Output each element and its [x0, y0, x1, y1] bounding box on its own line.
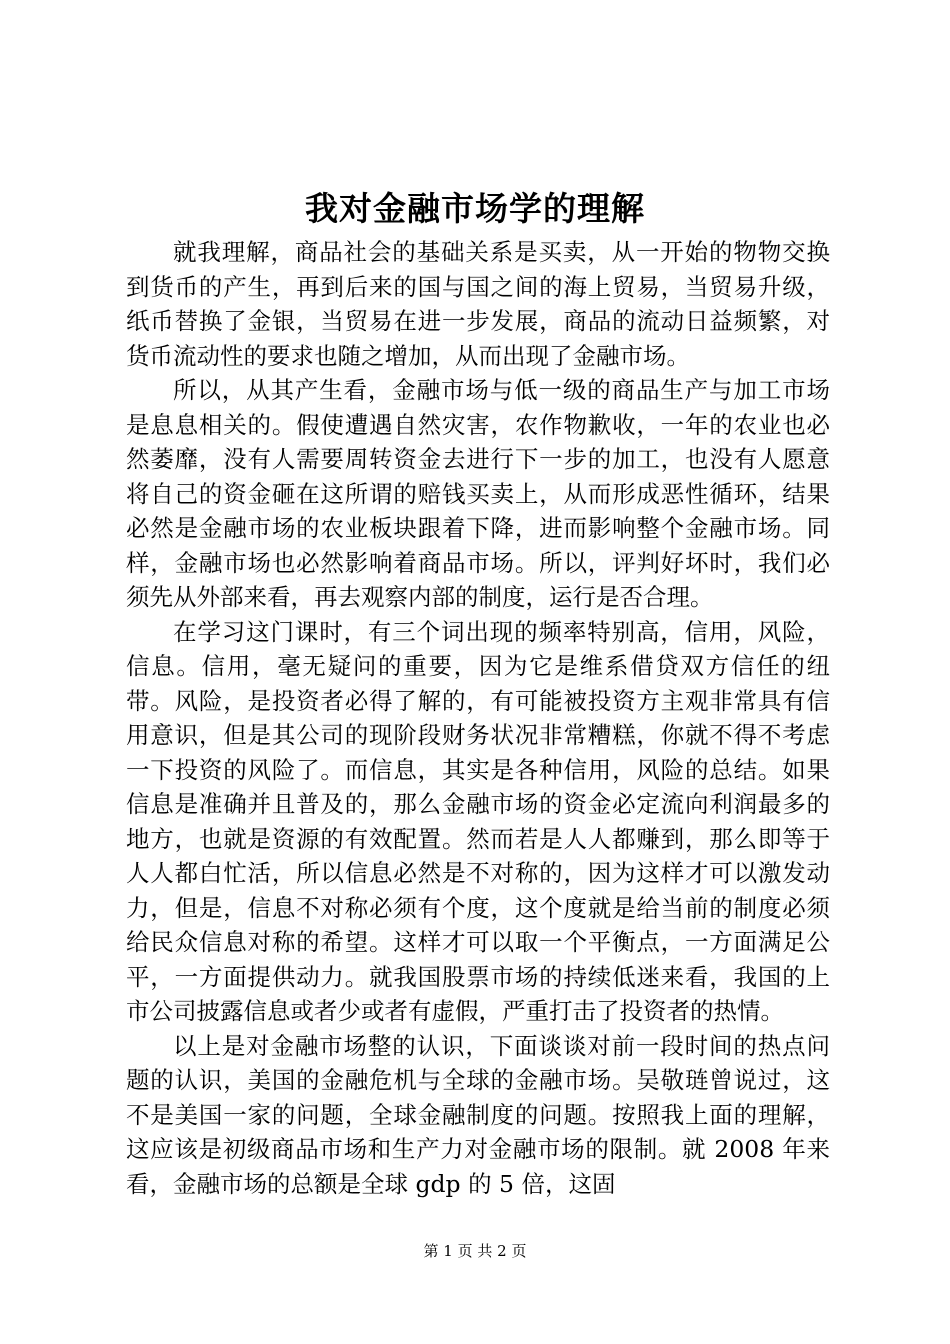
- paragraph-3: 在学习这门课时，有三个词出现的频率特别高，信用，风险，信息。信用，毫无疑问的重要，因为它是维系借贷双方信任的纽带。风险，是投资者必得了解的，有可能被投资方主观非常具有信用意识，但是其公司的现阶段财务状况非常糟糕，你就不得不考虑一下投资的风险了。而信息，其实是各种信用，风险的总结。如果信息是准确并且普及的，那么金融市场的资金必定流向利润最多的地方，也就是资源的有效配置。然而若是人人都赚到，那么即等于人人都白忙活，所以信息必然是不对称的，因为这样才可以激发动力，但是，信息不对称必须有个度，这个度就是给当前的制度必须给民众信息对称的希望。这样才可以取一个平衡点，一方面满足公平，一方面提供动力。就我国股票市场的持续低迷来看，我国的上市公司披露信息或者少或者有虚假，严重打击了投资者的热情。: [126, 617, 830, 1025]
- document-title: 我对金融市场学的理解: [305, 189, 645, 228]
- document-body: [126, 235, 830, 1201]
- page-footer: 第 1 页 共 2 页: [423, 1242, 527, 1260]
- paragraph-1: 就我理解，商品社会的基础关系是买卖，从一开始的物物交换到货币的产生，再到后来的国与国之间的海上贸易，当贸易升级，纸币替换了金银，当贸易在进一步发展，商品的流动日益频繁，对货币流动性的要求也随之增加，从而出现了金融市场。: [126, 238, 830, 370]
- paragraph-4: 以上是对金融市场整的认识，下面谈谈对前一段时间的热点问题的认识，美国的金融危机与全球的金融市场。吴敬琏曾说过，这不是美国一家的问题，全球金融制度的问题。按照我上面的理解，这应该是初级商品市场和生产力对金融市场的限制。就 2008 年来看，金融市场的总额是全球 gdp 的 5 倍，这固: [126, 1031, 830, 1198]
- paragraph-2: 所以，从其产生看，金融市场与低一级的商品生产与加工市场是息息相关的。假使遭遇自然灾害，农作物歉收，一年的农业也必然萎靡，没有人需要周转资金去进行下一步的加工，也没有人愿意将自己的资金砸在这所谓的赔钱买卖上，从而形成恶性循环，结果必然是金融市场的农业板块跟着下降，进而影响整个金融市场。同样，金融市场也必然影响着商品市场。所以，评判好坏时，我们必须先从外部来看，再去观察内部的制度，运行是否合理。: [126, 376, 830, 611]
